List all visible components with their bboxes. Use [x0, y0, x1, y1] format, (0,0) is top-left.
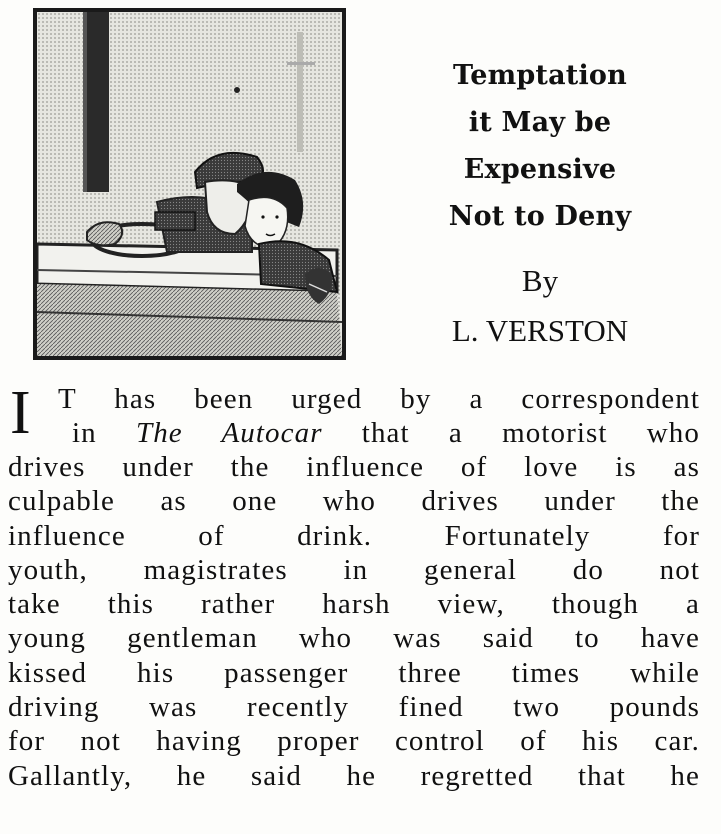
article-headline — [420, 52, 660, 240]
body-line-4: culpable as one who drives under the — [8, 485, 700, 518]
body-line-2-container — [72, 416, 700, 450]
body-line-9: kissed his passenger three times while — [8, 656, 700, 689]
body-line-3: drives under the influence of love is as — [8, 451, 700, 483]
headline-line-3: Expensive — [463, 154, 617, 185]
headline-line-4: Not to Deny — [448, 201, 632, 232]
body-line-7: take this rather harsh view, though a — [8, 588, 700, 621]
byline-by: By — [521, 263, 559, 298]
body-line-2 — [72, 416, 700, 450]
body-line-8: young gentleman who was said to have — [8, 622, 700, 655]
article-byline — [420, 256, 660, 356]
headline-line-1: Temptation — [453, 60, 627, 91]
headline-line-2: it May be — [468, 107, 612, 138]
body-line-11: for not having proper control of his car. — [8, 725, 700, 758]
article-body — [8, 450, 700, 793]
couple-in-car-illustration — [33, 8, 346, 360]
publication-name: The Autocar — [135, 417, 323, 449]
body-line-12: Gallantly, he said he regretted that he — [8, 759, 700, 792]
body-line-6: youth, magistrates in general do not — [8, 553, 700, 586]
drop-cap: I — [10, 379, 31, 447]
body-line-5: influence of drink. Fortunately for — [8, 519, 700, 552]
body-line-10: driving was recently fined two pounds — [8, 691, 700, 724]
body-line-1-container — [58, 382, 700, 416]
byline-author: L. VERSTON — [451, 313, 629, 348]
body-line-1: T has been urged by a correspondent — [58, 383, 700, 415]
body-line-2-pre: in — [72, 417, 136, 449]
body-line-2-post: that a motorist who — [322, 417, 700, 449]
